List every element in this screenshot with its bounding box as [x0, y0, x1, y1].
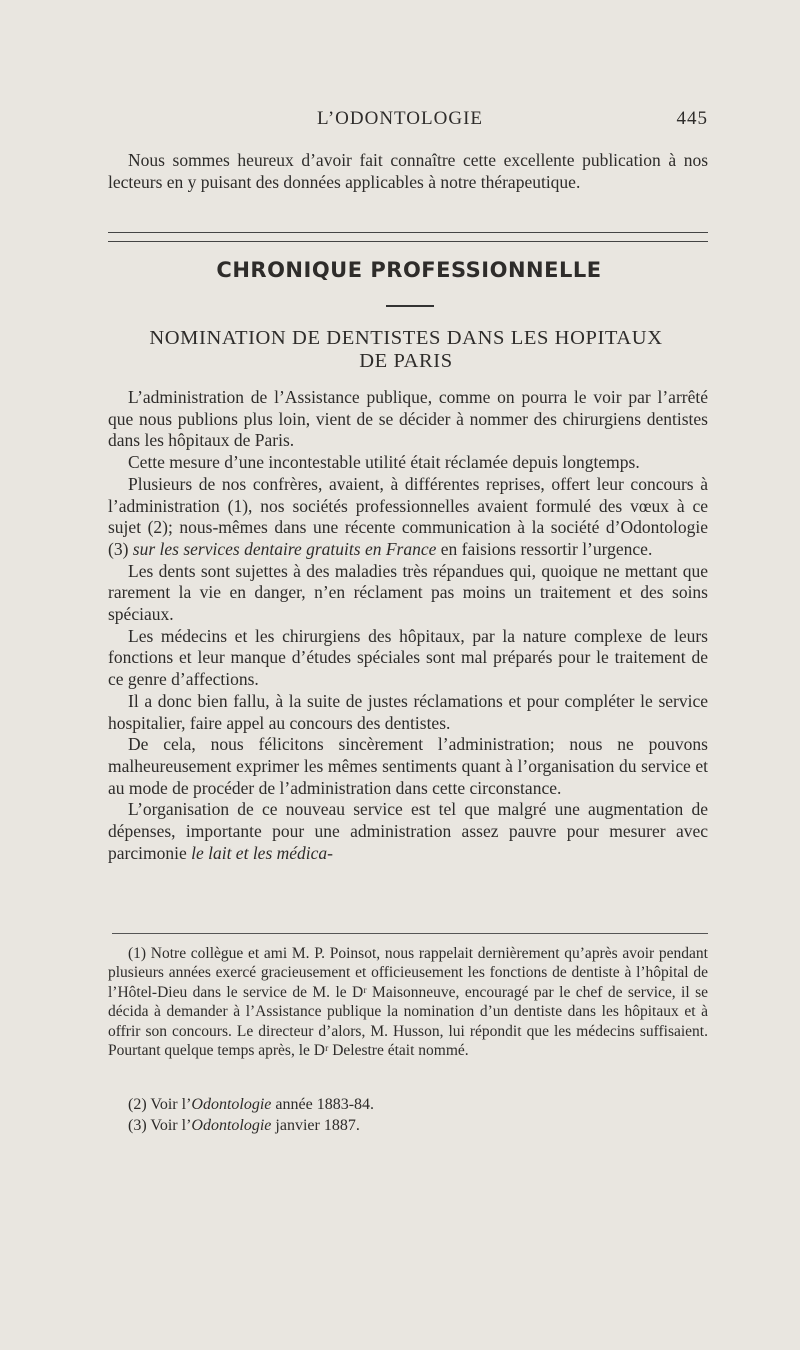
- article-title-line-2: DE PARIS: [359, 350, 453, 372]
- article-body: [108, 387, 708, 864]
- paragraph-5: Les médecins et les chirurgiens des hôpitaux, par la nature complexe de leurs fonctions et leur manque d’études spéciales sont mal préparés pour le traitement de ce genre d’affections.: [108, 625, 708, 690]
- double-rule-divider: [108, 232, 708, 242]
- footnote-2-text-a: (2) Voir l’: [128, 1096, 192, 1113]
- intro-paragraph: Nous sommes heureux d’avoir fait connaître cette excellente publication à nos lecteurs en y puisant des données applicables à notre thérapeutique.: [108, 150, 708, 192]
- paragraph-4: Les dents sont sujettes à des maladies très répandues qui, quoique ne mettant que rarement la vie en danger, n’en réclament pas moins un traitement et des soins spéciaux.: [108, 560, 708, 625]
- footnotes: [108, 944, 708, 1060]
- paragraph-8-text: L’organisation de ce nouveau service est tel que malgré une augmentation de dépenses, importante pour une administration assez pauvre pour mesurer avec parcimonie: [108, 799, 708, 863]
- paragraph-8-italic: le lait et les médica-: [191, 842, 333, 863]
- footnote-3-text-a: (3) Voir l’: [128, 1117, 192, 1134]
- footnote-2-italic: Odontologie: [191, 1096, 272, 1113]
- paragraph-8: [108, 799, 708, 864]
- footnote-2-text-b: année 1883-84.: [271, 1096, 375, 1113]
- paragraph-3-text-a: Plusieurs de nos confrères, avaient, à différentes reprises, offert leur concours à l’administration (1), nos sociétés professionnelles avaient formulé des vœux à ce sujet (2); nous-mêmes dans une récente communication à la société d’Odontologie (3): [108, 473, 708, 559]
- page-number: 445: [676, 108, 708, 129]
- paragraph-6: Il a donc bien fallu, à la suite de justes réclamations et pour compléter le service hospitalier, faire appel au concours des dentistes.: [108, 690, 708, 733]
- paragraph-3-italic: sur les services dentaire gratuits en France: [132, 538, 437, 559]
- paragraph-2: Cette mesure d’une incontestable utilité était réclamée depuis longtemps.: [128, 452, 640, 473]
- paragraph-3: [108, 474, 708, 561]
- footnote-3-italic: Odontologie: [191, 1117, 272, 1134]
- paragraph-7: De cela, nous félicitons sincèrement l’administration; nous ne pouvons malheureusement exprimer les mêmes sentiments quant à l’organisation du service et au mode de procéder de l’administration dans cette circonstance.: [108, 734, 708, 798]
- footnote-3-text-b: janvier 1887.: [271, 1117, 360, 1134]
- article-title-line-1: NOMINATION DE DENTISTES DANS LES HOPITAUX: [149, 327, 663, 349]
- footnote-3: [128, 1117, 360, 1135]
- running-title: L’ODONTOLOGIE: [316, 108, 484, 129]
- footnote-rule: [112, 933, 708, 934]
- footnote-2: [128, 1096, 374, 1114]
- short-rule-divider: [386, 305, 434, 307]
- running-head: [0, 108, 800, 138]
- paragraph-3-text-b: en faisions ressortir l’urgence.: [436, 538, 653, 559]
- footnote-1: (1) Notre collègue et ami M. P. Poinsot, nous rappelait dernièrement qu’après avoir pendant plusieurs années exercé gracieusement et officieusement les fonctions de dentiste à l’hôpital de l’Hôtel-Dieu dans le service de M. le Dʳ Maisonneuve, encouragé par le chef de service, il se décida à demander à l’Assistance publique la nomination d’un dentiste dans les hôpitaux et à offrir son concours. Le directeur d’alors, M. Husson, lui répondit que les médecins suffisaient. Pourtant quelque temps après, le Dʳ Delestre était nommé.: [108, 945, 708, 1060]
- paragraph-1: L’administration de l’Assistance publique, comme on pourra le voir par l’arrêté que nous publions plus loin, vient de se décider à nommer des chirurgiens dentistes dans les hôpitaux de Paris.: [108, 387, 708, 451]
- article-title: [104, 327, 708, 373]
- section-title: CHRONIQUE PROFESSIONNELLE: [216, 258, 602, 282]
